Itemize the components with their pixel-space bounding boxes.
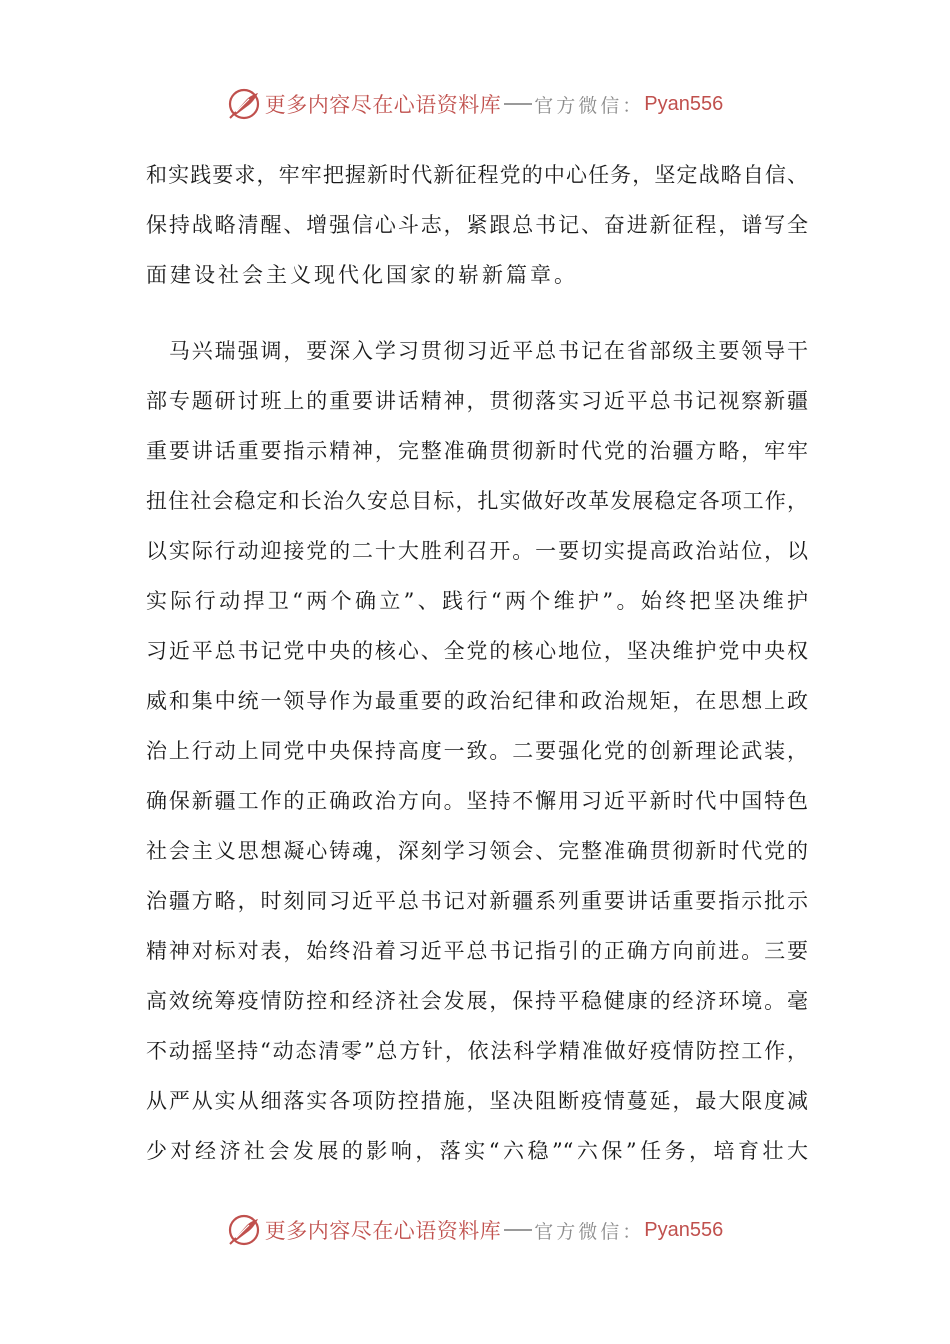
watermark-dash [504,1229,532,1231]
watermark-wechat-label: 官方微信： [534,1220,645,1243]
header-watermark [0,84,950,124]
footer-watermark [0,1210,950,1250]
text-line: 高效统筹疫情防控和经济社会发展，保持平稳健康的经济环境。毫 [146,989,808,1013]
text-line: 实际行动捍卫“两个确立”、践行“两个维护”。始终把坚决维护 [146,589,808,613]
text-line: 威和集中统一领导作为最重要的政治纪律和政治规矩，在思想上政 [146,689,808,713]
text-line: 以实际行动迎接党的二十大胜利召开。一要切实提高政治站位，以 [146,539,808,563]
watermark-wechat-id: Pyan556 [644,1218,724,1241]
paragraph-spacer [146,300,808,326]
text-line: 从严从实从细落实各项防控措施，坚决阻断疫情蔓延，最大限度减 [146,1089,808,1113]
text-line: 精神对标对表，始终沿着习近平总书记指引的正确方向前进。三要 [146,939,808,963]
text-line: 重要讲话重要指示精神，完整准确贯彻新时代党的治疆方略，牢牢 [146,439,808,463]
text-line: 部专题研讨班上的重要讲话精神，贯彻落实习近平总书记视察新疆 [146,389,808,413]
text-line: 习近平总书记党中央的核心、全党的核心地位，坚决维护党中央权 [146,639,808,663]
text-line: 社会主义思想凝心铸魂，深刻学习领会、完整准确贯彻新时代党的 [146,839,808,863]
text-line: 扭住社会稳定和长治久安总目标，扎实做好改革发展稳定各项工作， [146,489,808,513]
watermark-wechat-label: 官方微信： [534,94,645,117]
watermark-wechat-id: Pyan556 [644,92,724,115]
document-body [146,150,808,1176]
watermark-brand-text: 更多内容尽在心语资料库 [264,1219,502,1243]
quill-logo-icon [227,1213,261,1247]
watermark-brand-text: 更多内容尽在心语资料库 [264,93,502,117]
paragraph [146,150,808,300]
text-line: 面建设社会主义现代化国家的崭新篇章。 [146,263,578,287]
text-line: 治上行动上同党中央保持高度一致。二要强化党的创新理论武装， [146,739,808,763]
text-line: 少对经济社会发展的影响，落实“六稳”“六保”任务，培育壮大 [146,1139,808,1163]
quill-logo-icon [227,87,261,121]
text-line: 确保新疆工作的正确政治方向。坚持不懈用习近平新时代中国特色 [146,789,808,813]
text-line: 保持战略清醒、增强信心斗志，紧跟总书记、奋进新征程，谱写全 [146,213,808,237]
watermark-dash [504,103,532,105]
text-line: 马兴瑞强调，要深入学习贯彻习近平总书记在省部级主要领导干 [146,339,808,363]
text-line: 和实践要求，牢牢把握新时代新征程党的中心任务，坚定战略自信、 [146,163,808,187]
text-line: 不动摇坚持“动态清零”总方针，依法科学精准做好疫情防控工作， [146,1039,808,1063]
paragraph [146,326,808,1176]
text-line: 治疆方略，时刻同习近平总书记对新疆系列重要讲话重要指示批示 [146,889,808,913]
